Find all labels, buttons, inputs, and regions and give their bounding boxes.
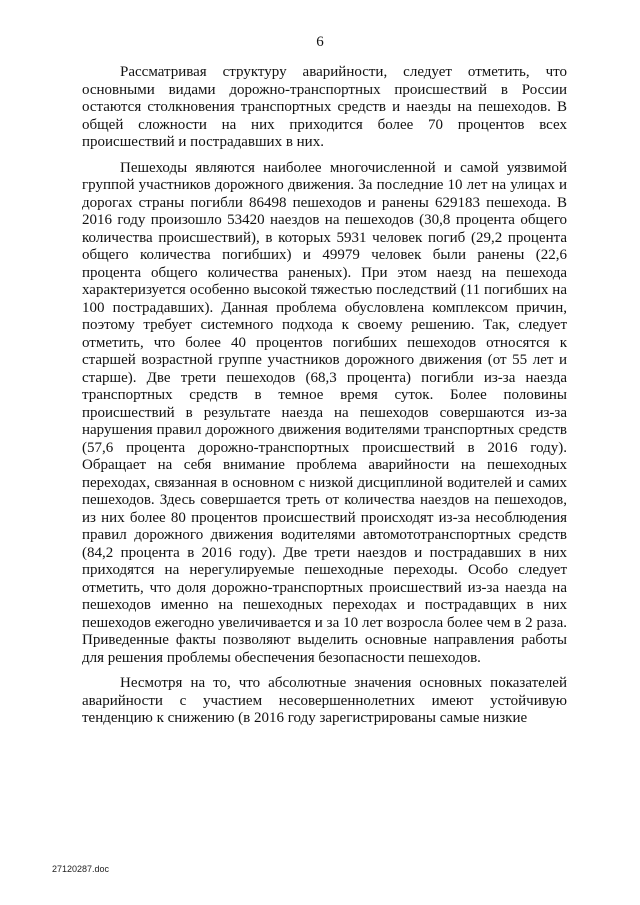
page-number: 6 <box>316 34 324 50</box>
document-body <box>82 64 567 736</box>
paragraph-accident-structure: Рассматривая структуру аварийности, следует отметить, что основными видами дорожно-транспортных происшествий в России остаются столкновения транспортных средств и наезды на пешеходов. В общей сложности на них приходится более 70 процентов всех происшествий и пострадавших в них. <box>82 64 567 150</box>
footer-filename: 27120287.doc <box>52 864 110 874</box>
paragraph-pedestrians: Пешеходы являются наиболее многочисленной и самой уязвимой группой участников дорожного движения. За последние 10 лет на улицах и дорогах страны погибли 86498 пешеходов и ранены 629183 пешехода. В 2016 году произошло 53420 наездов на пешеходов (30,8 процента общего количества происшествий), в которых 5931 человек погиб (29,2 процента общего количества погибших) и 49979 человек были ранены (22,6 процента общего количества раненых). При этом наезд на пешехода характеризуется особенно высокой тяжестью последствий (11 погибших на 100 пострадавших). Данная проблема обусловлена комплексом причин, поэтому требует системного подхода к своему решению. Так, следует отметить, что более 40 процентов погибших пешеходов относятся к старшей возрастной группе участников дорожного движения (от 55 лет и старше). Две трети пешеходов (68,3 процента) погибли из-за наезда транспортных средств в темное время суток. Более половины происшествий в результате наезда на пешеходов совершаются из-за нарушения правил дорожного движения водителями транспортных средств (57,6 процента дорожно-транспортных происшествий в 2016 году). Обращает на себя внимание проблема аварийности на пешеходных переходах, связанная в основном с низкой дисциплиной водителей и самих пешеходов. Здесь совершается треть от количества наездов на пешеходов, из них более 80 процентов происшествий происходят из-за несоблюдения правил дорожного движения водителями автомототранспортных средств (84,2 процента в 2016 году). Две трети наездов и пострадавших в них приходятся на нерегулируемые пешеходные переходы. Особо следует отметить, что доля дорожно-транспортных происшествий из-за наезда на пешеходов именно на пешеходных переходах и пострадавщих в них пешеходов ежегодно увеличивается и за 10 лет возросла более чем в 2 раза. Приведенные факты позволяют выделить основные направления работы для решения проблемы обеспечения безопасности пешеходов. <box>82 159 567 666</box>
paragraph-minors: Несмотря на то, что абсолютные значения основных показателей аварийности с участием несовершеннолетних имеют устойчивую тенденцию к снижению (в 2016 году зарегистрированы самые низкие <box>82 675 567 726</box>
